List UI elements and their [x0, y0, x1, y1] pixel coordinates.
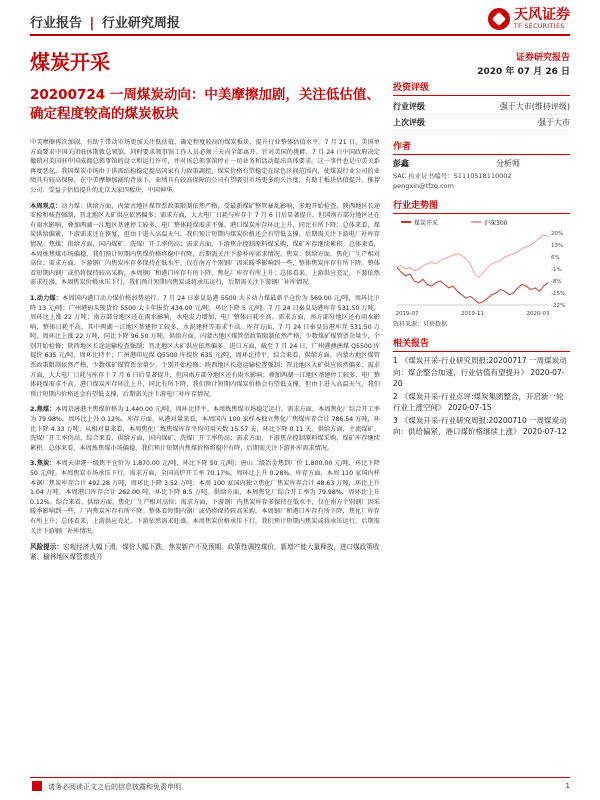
author-section-title: 作者 [393, 139, 570, 155]
analyst-name: 彭鑫 [393, 159, 409, 168]
coking-coal-text: 本周京唐港主焦煤价格为 1,440.00 元/吨，周环比持平。本周炼焦煤市场稳定运行。需求方面，本周焦化厂综合开工率为 79.98%，周环比上升 0.12%。库存方面，从港对量来看，本周国内 100 家样本独立焦化厂焦煤库存合计 786.54 万吨，环比下降 4.33 万吨；从相对量来看，本周焦化厂炼焦煤库存平均可用天数 15.57 天，环比下降 0.11 天。供给方面，主流煤矿、洗煤厂开工率仍高。综合来看，供给方面，国内煤矿、洗煤厂开工率仍高；需求方面，下游焦企控制原料煤采购，煤矿库存继续累积。总体来看，本周炼焦煤市场偏稳，我们预计短期内焦煤价格将稳中有降，后期需关注下游补库需求情况。 [30, 406, 380, 452]
rating-row [393, 115, 570, 131]
legend-label: 沪深300 [484, 220, 508, 227]
coke-paragraph [30, 459, 380, 536]
header-subcategory: 行业研究周报 [101, 16, 180, 31]
related-report-item[interactable] [393, 415, 570, 438]
header-separator: | [89, 16, 95, 31]
sector-title: 煤炭开采 [30, 50, 110, 74]
risk-text: 宏观经济大幅下滑，煤价大幅下跌，焦炭新产不及预期。政策性调控煤价，新增产能大量释放，进口煤政策收紧、榆林地区煤管票放开 [30, 543, 380, 562]
trend-chart-svg [393, 217, 570, 317]
y-tick-label: -22% [551, 303, 566, 309]
footer-disclaimer: 请务必阅读正文之后的信息披露和免责申明 [48, 783, 181, 791]
logo-en-text: TF SECURITIES [514, 23, 565, 30]
legend-swatch [401, 221, 411, 223]
related-report-number: 2 [393, 391, 398, 401]
series-line-coal [397, 267, 548, 303]
y-tick-label: 20% [551, 231, 564, 237]
weekly-view-lead: 本周观点： [30, 202, 62, 210]
x-tick-label: 2019-11 [461, 311, 484, 317]
chart-source: 资料来源：贝格数据 [393, 321, 448, 328]
report-body [30, 138, 380, 562]
report-type: 证券研究报告 [515, 53, 570, 63]
trend-chart [393, 217, 570, 317]
analyst-role: 分析师 [496, 159, 520, 168]
related-report-item[interactable] [393, 391, 570, 414]
rating-value: 强于大市(维持评级) [499, 102, 570, 111]
intro-paragraph: 中美摩擦再次加剧，有助于带动市场更加关注低估值、确定程度较高的煤炭板块，提升行业整体估值水平。7 月 21 日，美国单方面要求中国关闭驻休斯敦总领馆，同时要求领事馆工作人员必须三天内全部离开。针对美国的挑衅，7 月 24 日中国政府决定撤销对美国驻中国成都总领事馆的设立和运行许可，并对该总领事馆停止一切业务和活动提出具体要求。这一事件也是中美关系再度恶化，我国煤炭市场由于供需结构稳定提高国家有力政策調控，煤炭价格有望稳定在绿色区间范围内，使煤炭行业公司的业绩具有较高保障。在中美摩擦加剧的背景下，业绩具有较高保障的公司有望吸引市场更多的关注度，有助于板块估值提升。推荐公司：受益于估值提升的北京大家四板块、中国神华。 [30, 139, 380, 194]
report-date: 2020 年 07 月 26 日 [477, 67, 570, 77]
thermal-coal-paragraph [30, 294, 380, 400]
logo-cn-text: 天风证券 [514, 7, 570, 23]
header-breadcrumb [30, 12, 180, 31]
footer-logo-icon [32, 781, 42, 791]
analyst-cert: SAC 执业证书编号：S1110518110002 [393, 172, 512, 180]
coke-lead: 3.焦炭： [30, 460, 56, 468]
logo-icon [488, 8, 510, 30]
y-tick-label: -8% [551, 279, 562, 285]
rating-label: 上次评级 [393, 118, 425, 127]
report-header [30, 7, 570, 38]
y-tick-label: 6% [551, 255, 560, 261]
rating-value: 强于大市 [538, 118, 570, 127]
main-title: 20200724 一周煤炭动向：中美摩擦加剧，关注低估值、确定程度较高的煤炭板块 [30, 87, 380, 122]
coking-coal-lead: 2.焦煤： [30, 406, 56, 414]
related-report-text: 《煤炭开采-行业研究周报:20200710 一周煤炭动向：供给偏紧，港口煤价格继续上涨》 2020-07-12 [393, 415, 567, 436]
x-tick-label: 2020-03 [526, 311, 550, 317]
risk-warning [30, 542, 380, 562]
chart-section-title: 行业走势图 [393, 198, 570, 214]
y-tick-label: 13% [551, 243, 564, 249]
weekly-view-text: 动力煤：供给方面，内蒙古地区煤管票政策限制依然严格，受最新煤矿整管暴乱影响，多地开始检查，陕西地区长途安检和核查强制，晋北地区大矿供应依然偏多；需求方面，大大电厂日耗与库存于 7 月 6 日后显著提升，但国南方部分地区还在有雨水影响，叠加两湖一江地区基建停工较多，电厂整体耗煤需求不强。港口煤炭库存环比上升，同比有所下降；总体来看，煤炭供给偏紧，下游需求还在恢复，但由于进入高温天气，我们预计短期内煤炭价格还会有望低支撑。后期需关注下游电厂补库存情况。焦煤：供给方面，国内煤矿、洗煤厂开工率仍高；需求方面，下游焦企控制原料煤采购，煤矿库存继续累积。总体来看，本周炼焦煤市场偏稳，我们预计短期内焦煤价格将稳中有降，后期需关注下游补库需求情况。焦炭：供给方面，焦化厂生产相对高位；需求方面，下游钢厂内焦炭库存多保持在低水平，仅在南方个别钢厂因采暖季影响到一些，整体焦炭库存有所下降。整体看短期内钢厂或仍将保持较高采购，本周钢厂和港口库存有所下降，焦化厂库存有所上升；总体看来，上游供应充足，下游依然需求旺盛。本周焦炭价格承压下行，我们预计短期内焦炭或将承压运行，后期需关注下游钢厂补库情况。 [30, 202, 381, 287]
analyst [393, 158, 570, 169]
company-logo [488, 8, 570, 30]
analyst-email[interactable]: pengxin@tfzq.com [393, 182, 454, 190]
rating-row [393, 99, 570, 115]
coking-coal-paragraph [30, 405, 380, 453]
footer-divider [30, 777, 570, 778]
legend-label: 煤炭开采 [414, 220, 439, 227]
header-divider [30, 34, 570, 36]
related-report-text: 《煤炭开采-行业点评:煤炭集团整合，开启新一轮行业上涨空间》 2020-07-15 [393, 391, 564, 412]
related-section-title: 相关报告 [393, 336, 570, 352]
related-report-number: 1 [393, 356, 398, 365]
weekly-view-paragraph [30, 202, 380, 288]
y-tick-label: -15% [551, 291, 566, 297]
coke-text: 本周天津港一级焦平仓价为 1,870.00 元/吨，环比下降 50 元/吨；唐山二级冶金焦到厂价 1,800.00 元/吨，环比下降 50 元/吨。本周焦炭市场承压下行。需求方面，全国高炉开工率 70.17%，周环比上升 0.28%。库存方面，本周 110 家国内样本钢厂焦炭库存合计 492.28 万吨，周环比下降 3.52 万吨；本周 100 家国内独立焦化厂焦炭库存合计 48.63 万吨，环比上升 1.04 万吨，本周港口库存合计 262.00 吨，环比下降 8.5 万吨。供给方面，本周焦化厂综合开工率为 79.98%，周环比上升 0.12%。综合来看，供给方面，焦化厂生产相对高位；需求方面，下游钢厂内焦炭库存多保持在低水平，仅在南方个别钢厂因采暖季影响到一些，厂内焦炭库存有所下降。整体看短期内钢厂或仍将保持较高采购，本周钢厂和港口库存有所下降，焦化厂库存有所上升；总体看来，上游供应充足，下游依然需求旺盛。本周焦炭价格承压下行，我们预计短期内焦炭或将承压运行，后期需关注下游钢厂补库情况。 [30, 460, 380, 535]
related-report-number: 3 [393, 415, 398, 425]
x-tick-label: 2019-07 [395, 311, 419, 317]
series-line-hs300 [397, 235, 548, 278]
related-reports [393, 355, 570, 438]
risk-lead: 风险提示： [30, 543, 63, 552]
page-number: 1 [565, 782, 570, 790]
sidebar [393, 80, 570, 439]
rating-label: 行业评级 [393, 102, 425, 111]
related-report-text: 《煤炭开采-行业研究周报:20200717 一周煤炭动向：煤企整合加速，行业估值有望提升》 2020-07-20 [393, 356, 567, 388]
rating-section-title: 投资评级 [393, 80, 570, 96]
y-tick-label: -1% [551, 267, 562, 273]
related-report-item[interactable] [393, 355, 570, 390]
thermal-coal-text: 本周国内港口动力煤价格弱势运行。7 月 24 日秦皇岛港 5500 大卡动力煤最新平仓价为 569.00 元/吨，周环比下降 13 元/吨；广州港码头现货价 5500 大卡年报价 434.00 元/吨，环比下降 5 元/吨。7 月 24 日秦皇岛港库存 531.50 万吨，周环比上涨 22 万吨；南方部分地区还在雨水影响，水电发力增加，电厂整体日耗不高。需求方面，南方部分地区还有雨水影响，整体日耗不高，其中两湖一江地区基建停工较多，水泥建材等需求不高。库存方面，7 月 24 日秦皇岛港库存 531.50 万吨，周环比上涨 22 万吨，同比下降 96.50 万吨。供给方面，内蒙古地区煤管票政策限制依然严格，少数煤矿煤管票余量少，个别开始检修；陕西地区长途运输检查强制；晋北地区大矿供应依然偏多。进口方面，截至 7 月 24 日，广州港澳洲煤 Q5500 库提价 635 元/吨，周环比持平；广州港印尼煤 Q5500 库提价 635 元/吨，周环比持平。综合来看，供给方面，内蒙古地区煤管票政策限制依然严格，少数煤矿煤管票余量少，个别开始检修；陕西地区长途运输检查强制；晋北地区大矿供应依然偏多；需求方面，大大电厂日耗与库存于 7 月 6 日后显著提升，但国南方部分地区还有雨水影响；叠加两湖一江地区基建停工较多，电厂整体耗煤需求不高。港口煤炭库存环比上升，同比有所下降，我们预计短期内煤炭价格会有望低支撑，但由于进入高温天气，我们预计短期内价格还会有望低支撑，后期需关注下游电厂补库存情况。 [30, 294, 381, 398]
header-category: 行业报告 [30, 16, 83, 31]
legend-swatch [471, 221, 481, 223]
thermal-coal-lead: 1.动力煤： [30, 294, 62, 302]
